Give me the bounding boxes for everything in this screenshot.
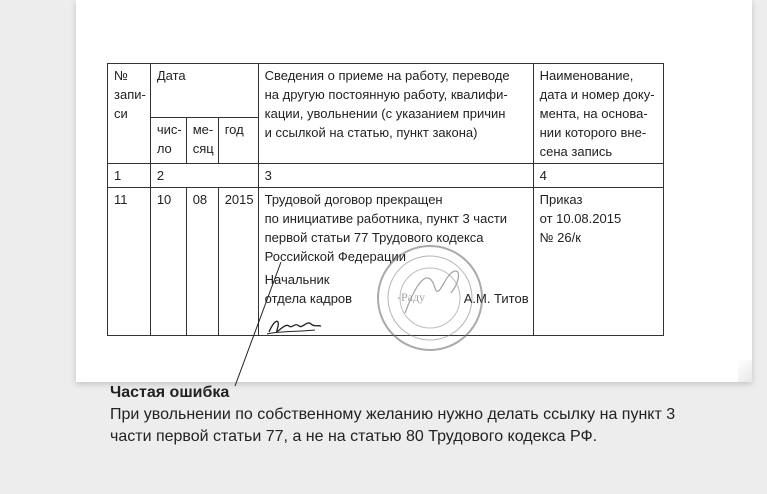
stamp-text: -Раду [397, 290, 426, 304]
header-basis-line: нии которого вне- [539, 125, 647, 140]
entry-info-line: по инициативе работника, пункт 3 части [264, 211, 508, 226]
entry-basis-line: № 26/к [539, 230, 581, 245]
header-month-line: сяц [192, 141, 214, 157]
entry-basis-line: от 10.08.2015 [539, 211, 622, 226]
callout-text-line: части первой статьи 77, а не на статью 80 Трудового кодекса РФ. [110, 428, 598, 445]
callout-title: Частая ошибка [110, 384, 230, 401]
entry-info-line: Российской Федерации [264, 249, 406, 264]
header-number-line: запи- [114, 87, 146, 102]
entry-year-value: 2015 [224, 192, 254, 207]
header-number-line: си [114, 106, 128, 121]
header-info-line: на другую постоянную работу, квалифи- [264, 87, 508, 102]
header-info-line: Сведения о приеме на работу, переводе [264, 68, 510, 83]
entry-info-line: первой статьи 77 Трудового кодекса [264, 230, 484, 245]
header-year-label: год [224, 122, 244, 138]
header-day-line: ло [156, 141, 172, 157]
header-basis-line: дата и номер доку- [539, 87, 655, 102]
header-number-line: № [114, 68, 128, 83]
signer-position-line: Начальник [264, 272, 330, 287]
entry-basis-line: Приказ [539, 192, 583, 207]
entry-info-line: Трудовой договор прекращен [264, 192, 443, 207]
entry-month-value: 08 [192, 192, 208, 207]
entry-day-value: 10 [156, 192, 172, 207]
callout-text-line: При увольнении по собственному желанию нужно делать ссылку на пункт 3 [110, 406, 676, 423]
header-basis-line: сена запись [539, 144, 613, 159]
header-month-line: ме- [192, 122, 214, 138]
index-value: 3 [264, 168, 272, 183]
error-callout [110, 382, 750, 448]
entry-number-value: 11 [114, 192, 128, 207]
signer-name: А.М. Титов [463, 291, 529, 306]
header-info-line: и ссылкой на статью, пункт закона) [264, 125, 478, 140]
index-value: 2 [156, 168, 165, 183]
signer-position-line: отдела кадров [264, 291, 353, 306]
header-basis-line: мента, на основа- [539, 106, 648, 121]
header-info-line: кации, увольнении (с указанием причин [264, 106, 506, 121]
index-value: 4 [539, 168, 547, 183]
header-day-line: чис- [156, 122, 182, 138]
index-value: 1 [114, 168, 122, 183]
header-date-label: Дата [156, 68, 186, 83]
header-basis-line: Наименование, [539, 68, 634, 83]
